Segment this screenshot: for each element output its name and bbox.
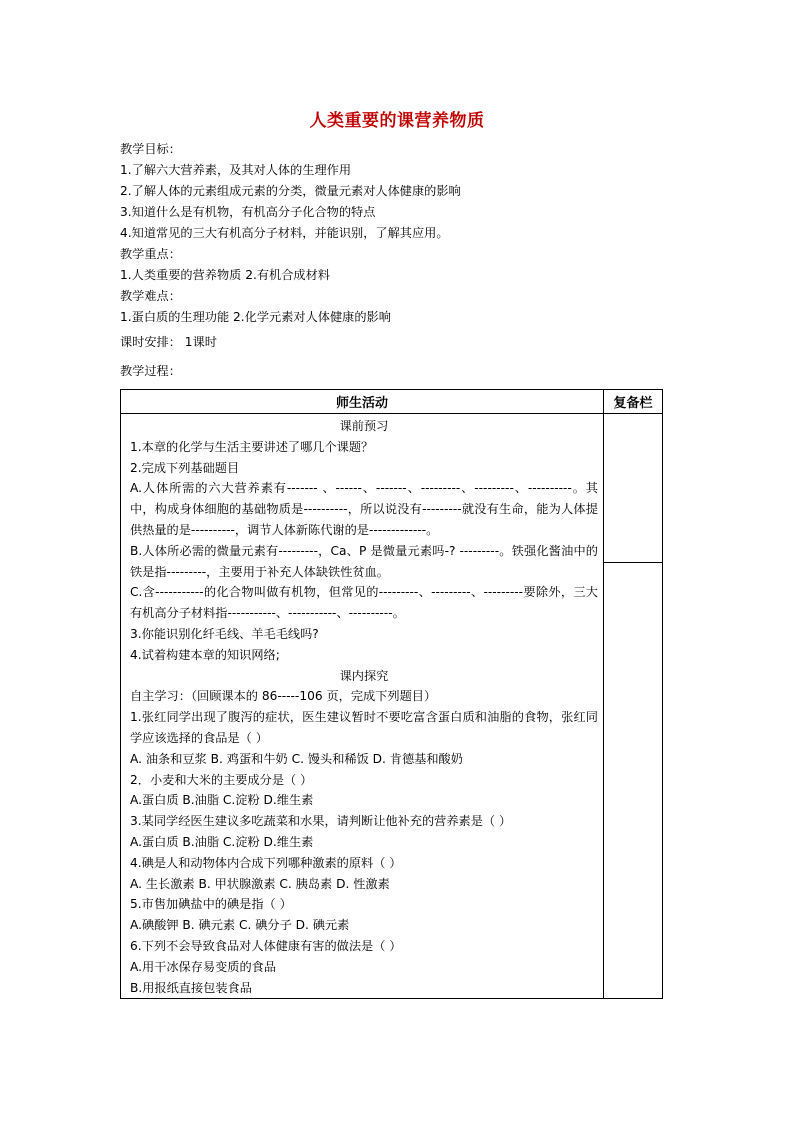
- activity-column-header: 师生活动: [121, 390, 604, 414]
- question-line: 2.完成下列基础题目: [130, 460, 240, 475]
- goal-item: 2.了解人体的元素组成元素的分类，微量元素对人体健康的影响: [120, 184, 461, 198]
- question-line: 3.你能识别化纤毛线、羊毛毛线吗?: [130, 626, 319, 641]
- goals-heading: 教学目标：: [120, 142, 181, 156]
- key-points-heading: 教学重点：: [120, 247, 181, 261]
- notes-cell-top: [604, 414, 663, 563]
- goal-item: 4.知道常见的三大有机高分子材料，并能识别，了解其应用。: [120, 226, 449, 240]
- options-line: A.蛋白质 B.油脂 C.淀粉 D.维生素: [130, 834, 314, 849]
- question-line: 5.市售加碘盐中的碘是指（ ）: [130, 897, 292, 912]
- options-line: A.碘酸钾 B. 碘元素 C. 碘分子 D. 碘元素: [130, 918, 350, 933]
- notes-column-header: 复备栏: [604, 390, 663, 414]
- goal-item: 3.知道什么是有机物，有机高分子化合物的特点: [120, 205, 376, 219]
- options-line: A.蛋白质 B.油脂 C.淀粉 D.维生素: [130, 793, 314, 808]
- options-line: A. 生长激素 B. 甲状腺激素 C. 胰岛素 D. 性激素: [130, 876, 390, 891]
- question-line: 6.下列不会导致食品对人体健康有害的做法是（ ）: [130, 938, 402, 953]
- section-heading-preview: 课前预习: [339, 419, 389, 433]
- key-points-item: 1.人类重要的营养物质 2.有机合成材料: [120, 268, 330, 282]
- section-heading-explore: 课内探究: [339, 668, 389, 683]
- activity-cell: [121, 414, 604, 999]
- question-line: 3.某同学经医生建议多吃蔬菜和水果，请判断让他补充的营养素是（ ）: [130, 814, 512, 829]
- goal-item: 1.了解六大营养素，及其对人体的生理作用: [120, 163, 352, 177]
- fill-blank-c: C.含-----------的化合物叫做有机物，但常见的---------、---------、---------要除外，三大有机高分子材料指-----------、-----------、----------。: [130, 585, 598, 621]
- lesson-intro: [120, 139, 600, 382]
- options-line: A.用干冰保存易变质的食品: [130, 959, 277, 974]
- schedule-line: 课时安排： 1课时: [120, 335, 217, 349]
- table-body-row: [121, 414, 663, 563]
- page-title: 人类重要的课营养物质: [309, 111, 485, 131]
- lesson-table: [120, 389, 663, 999]
- difficulties-heading: 教学难点：: [120, 289, 181, 303]
- process-heading: 教学过程：: [120, 364, 181, 378]
- options-line: A. 油条和豆浆 B. 鸡蛋和牛奶 C. 馒头和稀饭 D. 肯德基和酸奶: [130, 751, 463, 766]
- question-line: 2．小麦和大米的主要成分是（ ）: [130, 772, 313, 787]
- options-line: B.用报纸直接包装食品: [130, 980, 252, 995]
- question-line: 4.碘是人和动物体内合成下列哪种激素的原料（ ）: [130, 855, 402, 870]
- question-line: 1.本章的化学与生活主要讲述了哪几个课题？: [130, 439, 374, 454]
- table-header-row: [121, 390, 663, 414]
- question-line: 4.试着构建本章的知识网络;: [130, 647, 280, 662]
- self-study-line: 自主学习：（回顾课本的 86-----106 页，完成下列题目）: [130, 689, 437, 704]
- notes-cell-bottom: [604, 563, 663, 999]
- fill-blank-a: A.人体所需的六大营养素有------- 、------、-------、---------、---------、----------。其中，构成身体细胞的基础物质是----------，所以说没有---------就没有生命，能为人体提供热量的是----------，调节人体新陈代谢的是-------------。: [130, 481, 598, 537]
- question-line: 1.张红同学出现了腹泻的症状，医生建议暂时不要吃富含蛋白质和油脂的食物，张红同学应该选择的食品是（ ）: [130, 710, 598, 745]
- difficulties-item: 1.蛋白质的生理功能 2.化学元素对人体健康的影响: [120, 310, 391, 324]
- fill-blank-b: B.人体所必需的微量元素有---------，Ca、P 是微量元素吗-? ---------。铁强化酱油中的铁是指---------，主要用于补充人体缺铁性贫血。: [130, 543, 598, 579]
